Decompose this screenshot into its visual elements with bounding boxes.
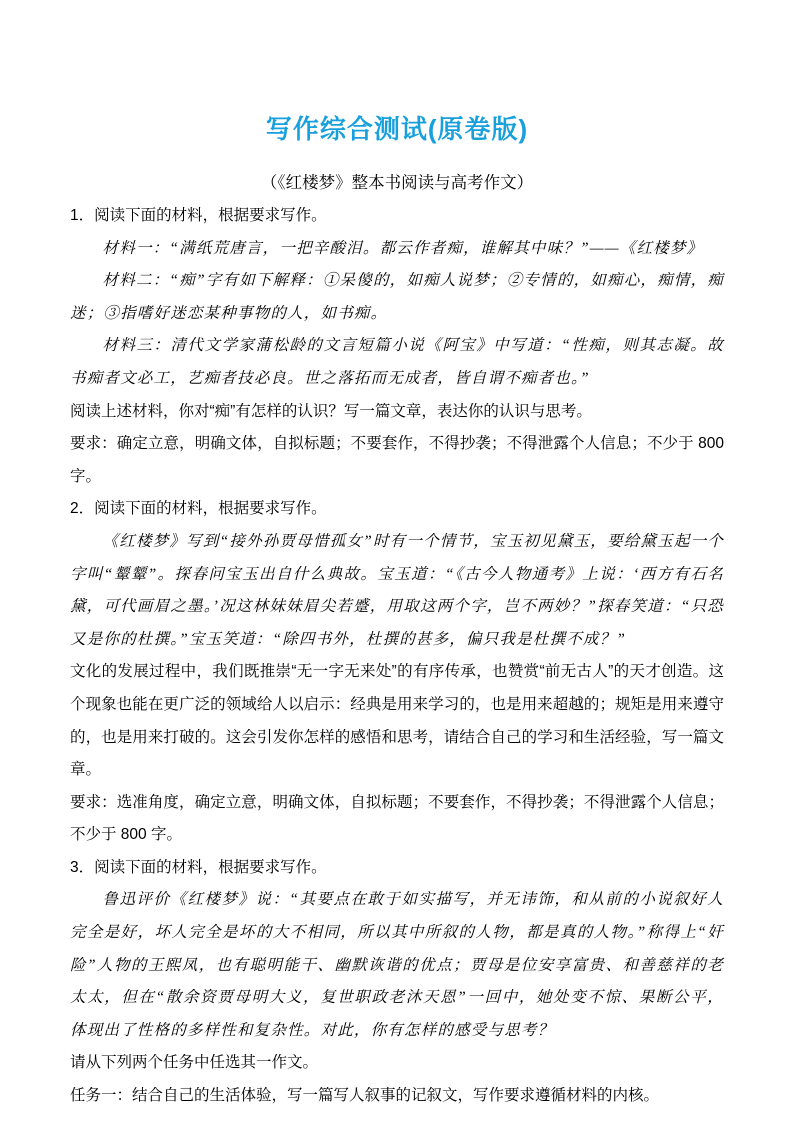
- question-1-material-3: 材料三：清代文学家蒲松龄的文言短篇小说《阿宝》中写道：“性痴，则其志凝。故书痴者文必工，艺痴者技必良。世之落拓而无成者，皆自谓不痴者也。”: [70, 337, 724, 387]
- question-2-material: 《红楼梦》写到“接外孙贾母惜孤女”时有一个情节，宝玉初见黛玉，要给黛玉起一个字叫“颦颦”。探春问宝玉出自什么典故。宝玉道：“《古今人物通考》上说：‘西方有石名黛，可代画眉之墨。’况这林妹妹眉尖若蹙，用取这两个字，岂不两妙？”探春笑道：“只恐又是你的杜撰。”宝玉笑道：“除四书外，杜撰的甚多，偏只我是杜撰不成？”: [70, 532, 724, 648]
- question-3-task-1: 任务一：结合自己的生活体验，写一篇写人叙事的记叙文，写作要求遵循材料的内核。: [70, 1087, 660, 1105]
- question-1-prompt: 阅读上述材料，你对“痴”有怎样的认识？写一篇文章，表达你的认识与思考。: [70, 402, 592, 420]
- document-body: [0, 200, 794, 1113]
- question-1-heading: 1．阅读下面的材料，根据要求写作。: [70, 207, 327, 224]
- question-3-material: 鲁迅评价《红楼梦》说：“其要点在敢于如实描写，并无讳饰，和从前的小说叙好人完全是好，坏人完全是坏的大不相同，所以其中所叙的人物，都是真的人物。”称得上“奸险”人物的王熙凤，也有聪明能干、幽默诙谐的优点；贾母是位安享富贵、和善慈祥的老太太，但在“散余资贾母明大义，复世职政老沐天恩”一回中，她处变不惊、果断公平，体现出了性格的多样性和复杂性。对此，你有怎样的感受与思考？: [70, 891, 724, 1039]
- page-title: 写作综合测试(原卷版): [265, 114, 529, 144]
- question-1-material-1: 材料一：“满纸荒唐言，一把辛酸泪。都云作者痴，谁解其中味？”——《红楼梦》: [102, 239, 704, 257]
- page-subtitle: （《红楼梦》整本书阅读与高考作文）: [260, 174, 534, 192]
- question-1-requirements: 要求：确定立意，明确文体，自拟标题；不要套作，不得抄袭；不得泄露个人信息；不少于 800 字。: [70, 435, 724, 485]
- question-2-prompt: 文化的发展过程中，我们既推崇“无一字无来处”的有序传承，也赞赏“前无古人”的天才创造。这个现象也能在更广泛的领域给人以启示：经典是用来学习的，也是用来超越的；规矩是用来遵守的，也是用来打破的。这会引发你怎样的感悟和思考，请结合自己的学习和生活经验，写一篇文章。: [70, 663, 724, 779]
- question-3-heading: 3．阅读下面的材料，根据要求写作。: [70, 858, 327, 876]
- question-2-heading: 2．阅读下面的材料，根据要求写作。: [70, 500, 327, 518]
- question-3-task-intro: 请从下列两个任务中任选其一作文。: [70, 1054, 319, 1072]
- question-1-material-2: 材料二：“痴”字有如下解释：①呆傻的，如痴人说梦；②专情的，如痴心，痴情，痴迷；③指嗜好迷恋某种事物的人，如书痴。: [70, 272, 724, 322]
- question-2-requirements: 要求：选准角度，确定立意，明确文体，自拟标题；不要套作，不得抄袭；不得泄露个人信息；不少于 800 字。: [70, 793, 724, 844]
